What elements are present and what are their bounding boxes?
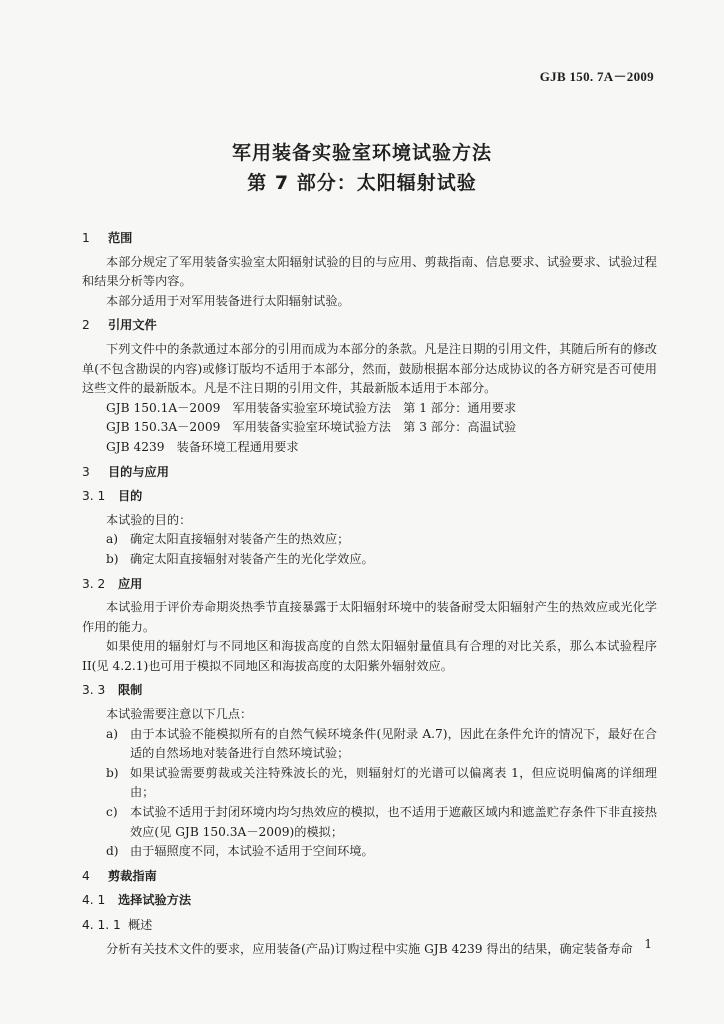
paragraph: 本部分适用于对军用装备进行太阳辐射试验。 (106, 293, 350, 308)
list-item: a) 确定太阳直接辐射对装备产生的热效应； (106, 532, 350, 547)
list-item: d) 由于辐照度不同，本试验不适用于空间环境。 (106, 844, 374, 859)
section-heading: 4 剪裁指南 (82, 868, 157, 883)
document-body (82, 224, 657, 959)
list-item: b) 如果试验需要剪裁或关注特殊波长的光，则辐射灯的光谱可以偏离表 1，但应说明偏离的详细理由； (106, 765, 657, 800)
paragraph: 本部分规定了军用装备实验室太阳辐射试验的目的与应用、剪裁指南、信息要求、试验要求、试验过程和结果分析等内容。 (82, 254, 657, 289)
section-heading: 1 范围 (82, 231, 133, 245)
list-item: b) 确定太阳直接辐射对装备产生的光化学效应。 (106, 551, 374, 566)
paragraph: 分析有关技术文件的要求，应用装备(产品)订购过程中实施 GJB 4239 得出的结果，确定装备寿命 (106, 941, 633, 956)
subsection-heading: 4. 1 选择试验方法 (82, 893, 192, 908)
list-item: c) 本试验不适用于封闭环境内均匀热效应的模拟，也不适用于遮蔽区域内和遮盖贮存条件下非直接热效应(见 GJB 150.3A－2009)的模拟； (106, 805, 657, 839)
subsection-heading: 3. 3 限制 (82, 683, 143, 698)
paragraph: 本试验的目的： (106, 512, 192, 527)
title-line-1: 军用装备实验室环境试验方法 (231, 142, 492, 164)
section-heading: 3 目的与应用 (82, 464, 169, 479)
reference-item: GJB 150.3A－2009 军用装备实验室环境试验方法 第 3 部分：高温试验 (106, 420, 517, 435)
subsection-heading: 4. 1. 1 概述 (82, 918, 153, 932)
paragraph: 本试验需要注意以下几点： (106, 707, 253, 722)
paragraph: 如果使用的辐射灯与不同地区和海拔高度的自然太阳辐射量值具有合理的对比关系，那么本试验程序 II(见 4.2.1)也可用于模拟不同地区和海拔高度的太阳紫外辐射效应。 (82, 639, 657, 673)
page-number: 1 (644, 937, 652, 951)
reference-item: GJB 150.1A－2009 军用装备实验室环境试验方法 第 1 部分：通用要求 (106, 400, 517, 415)
paragraph: 本试验用于评价寿命期炎热季节直接暴露于太阳辐射环境中的装备耐受太阳辐射产生的热效应或光化学作用的能力。 (82, 600, 657, 634)
title-line-2: 第 7 部分：太阳辐射试验 (247, 172, 477, 194)
list-item: a) 由于本试验不能模拟所有的自然气候环境条件(见附录 A.7)，因此在条件允许的情况下，最好在合适的自然场地对装备进行自然环境试验； (106, 726, 657, 761)
section-heading: 2 引用文件 (82, 318, 157, 333)
paragraph: 下列文件中的条款通过本部分的引用而成为本部分的条款。凡是注日期的引用文件，其随后所有的修改单(不包含勘误的内容)或修订版均不适用于本部分，然而，鼓励根据本部分达成协议的各方研究是否可使用这些文件的最新版本。凡是不注日期的引用文件，其最新版本适用于本部分。 (82, 341, 657, 396)
subsection-heading: 3. 2 应用 (82, 576, 143, 591)
reference-item: GJB 4239 装备环境工程通用要求 (106, 439, 299, 454)
subsection-heading: 3. 1 目的 (82, 489, 143, 504)
standard-code: GJB 150. 7A－2009 (539, 69, 654, 84)
